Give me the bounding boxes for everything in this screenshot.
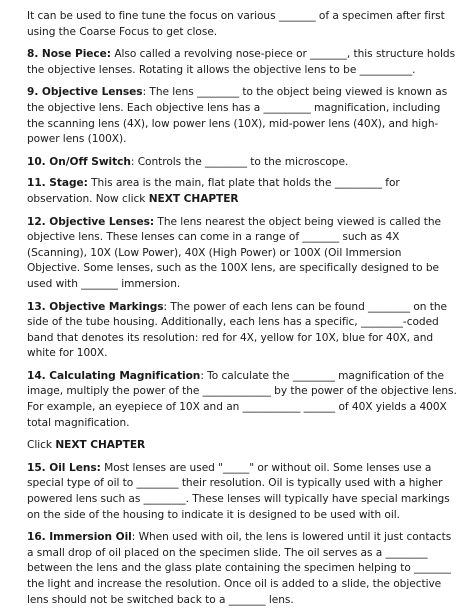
paragraph-label: 11. Stage: xyxy=(27,177,88,190)
paragraph-text: : The power of each lens can be found ________ on the side of the tube housing. Additionally, each lens has a specific, ________-coded band that denotes its resolution: red for 4X, yellow for 10X, blue for 40X, and white for 100X. xyxy=(27,300,448,360)
paragraph-text: : The lens ________ to the object being viewed is known as the objective lens. Each objective lens has a _________ magnification, including the scanning lens (4X), low power lens (10X), mid-power lens (40X), and high-power lens (100X). xyxy=(27,86,448,146)
paragraph-label: 10. On/Off Switch xyxy=(27,155,131,168)
paragraph-stage xyxy=(27,176,457,207)
paragraph-objective-lenses-2 xyxy=(27,215,457,293)
paragraph-text: Click xyxy=(27,439,56,452)
paragraph-calculating-magnification xyxy=(27,369,457,431)
paragraph-objective-lenses xyxy=(27,85,457,147)
paragraph-label: 14. Calculating Magnification xyxy=(27,369,201,382)
paragraph-click-next-chapter xyxy=(27,438,457,454)
paragraph-objective-markings xyxy=(27,300,457,362)
paragraph-text: : When used with oil, the lens is lowered until it just contacts a small drop of oil placed on the specimen slide. The oil serves as a ________ between the lens and the glass plate containing the specimen helping to _______ the light and increase the resolution. Once oil is added to a slide, the objective lens should not be switched back to a _______ lens. xyxy=(27,531,452,606)
paragraph-oil-lens xyxy=(27,461,457,523)
paragraph-text: : Controls the ________ to the microscope. xyxy=(130,155,349,168)
paragraph-label: 12. Objective Lenses: xyxy=(27,215,155,228)
paragraph-text: This area is the main, flat plate that holds the _________ for observation. Now click xyxy=(27,177,400,205)
paragraph-label: 8. Nose Piece: xyxy=(27,48,111,61)
paragraph-immersion-oil xyxy=(27,530,457,608)
paragraph-text: The lens nearest the object being viewed is called the objective lens. These lenses can come in a range of _______ such as 4X (Scanning), 10X (Low Power), 40X (High Power) or 100X (Oil Immersion Objective. Some lenses, such as the 100X lens, are specifically designed to be used with _______ immersion. xyxy=(27,215,442,290)
paragraph-label: 15. Oil Lens: xyxy=(27,461,101,474)
paragraph-text: : To calculate the ________ magnification of the image, multiply the power of the _____________ by the power of the objective lens. For example, an eyepiece of 10X and an ___________ ______ of 40X yields a 400X total magnification. xyxy=(27,369,457,429)
paragraph-label: 9. Objective Lenses xyxy=(27,86,143,99)
paragraph-nose-piece xyxy=(27,47,457,78)
paragraph-text: Most lenses are used "_____" or without oil. Some lenses use a special type of oil to ________ their resolution. Oil is typically used with a higher powered lens such as ________. These lenses will typically have special markings on the side of the housing to indicate it is designed to be used with oil. xyxy=(27,461,450,521)
next-chapter-instruction: NEXT CHAPTER xyxy=(55,439,146,452)
paragraph-on-off-switch xyxy=(27,155,457,171)
paragraph-fine-focus xyxy=(27,9,457,40)
paragraph-label: 16. Immersion Oil xyxy=(27,531,132,544)
paragraph-text: Also called a revolving nose-piece or _______, this structure holds the objective lenses. Rotating it allows the objective lens to be __________. xyxy=(27,48,456,76)
worksheet-page xyxy=(27,9,457,615)
next-chapter-instruction: NEXT CHAPTER xyxy=(148,192,239,205)
paragraph-text: It can be used to fine tune the focus on various _______ of a specimen after first using the Coarse Focus to get close. xyxy=(27,10,445,38)
paragraph-label: 13. Objective Markings xyxy=(27,300,164,313)
